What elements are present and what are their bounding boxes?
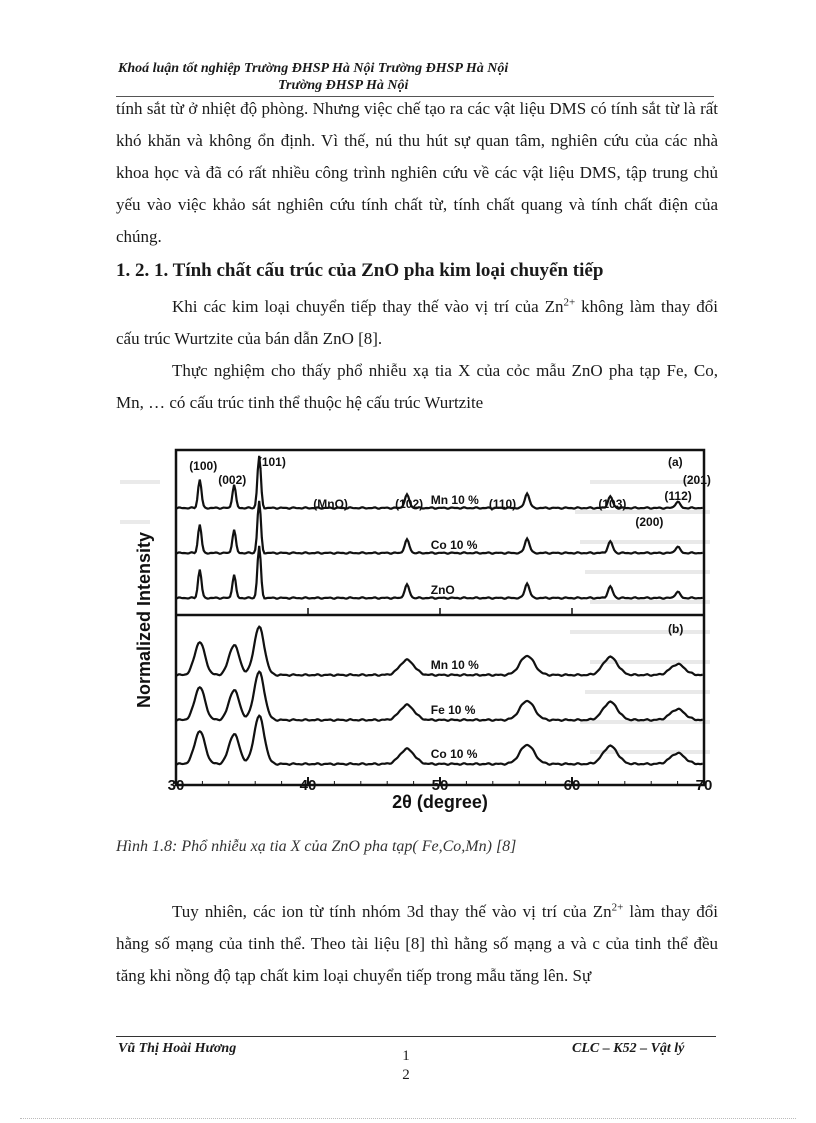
paragraph-3-text: Thực nghiệm cho thấy phổ nhiễu xạ tia X của cỏc mẫu ZnO pha tạp Fe, Co, Mn, … có cấu trúc tinh thể thuộc hệ cấu trúc Wurtzite [116, 361, 718, 412]
page-header [118, 60, 718, 94]
section-heading: 1. 2. 1. Tính chất cấu trúc của ZnO pha kim loại chuyển tiếp [116, 260, 604, 281]
paragraph-4-text-a: Tuy nhiên, các ion từ tính nhóm 3d thay thế vào vị trí của Zn [172, 902, 612, 921]
peak-label: (MnO) [313, 497, 348, 511]
footer-author: Vũ Thị Hoài Hương [118, 1041, 237, 1056]
series-label-b: Mn 10 % [430, 658, 479, 672]
peak-label: (110) [488, 497, 517, 511]
peak-label: (100) [189, 459, 218, 473]
x-tick-label: 70 [695, 777, 713, 794]
paragraph-2-superscript: 2+ [563, 296, 576, 309]
series-label-b: Fe 10 % [430, 703, 476, 717]
peak-label: (101) [257, 455, 286, 469]
paragraph-1-text: tính sắt từ ở nhiệt độ phòng. Nhưng việc chế tạo ra các vật liệu DMS có tính sắt từ là rất khó khăn và không ổn định. Vì thế, nú thu hút sự quan tâm, nghiên cứu của các nhà khoa học và đã có rất nhiều công trình nghiên cứu về các vật liệu DMS, tập trung chủ yếu vào việc khảo sát nghiên cứu tính chất từ, tính chất quang và tính chất điện của chúng. [116, 99, 718, 246]
x-axis-label: 2θ (degree) [392, 792, 488, 812]
paragraph-4-text-b: làm thay đổi hằng số mạng của tinh thể. Theo tài liệu [8] thì hằng số mạng a và c của tinh thể đều tăng khi nồng độ tạp chất kim loại chuyển tiếp trong mẫu tăng lên. Sự [116, 902, 718, 985]
header-line-2: Trường ĐHSP Hà Nội [278, 78, 409, 93]
panel-label-a: (a) [668, 455, 683, 469]
page-number-line-2: 2 [402, 1067, 410, 1083]
peak-label: (112) [664, 489, 692, 503]
peak-label: (200) [635, 515, 664, 529]
footer-course: CLC – K52 – Vật lý [572, 1041, 685, 1056]
x-tick-label: 50 [431, 777, 449, 794]
paragraph-4 [116, 896, 718, 992]
header-line-1: Khoá luận tốt nghiệp Trường ĐHSP Hà Nội Trường ĐHSP Hà Nội [118, 61, 509, 76]
x-tick-label: 30 [167, 777, 185, 794]
footer-rule [116, 1036, 716, 1037]
paragraph-2-text-a: Khi các kim loại chuyển tiếp thay thế vào vị trí của Zn [172, 297, 564, 316]
bottom-dotted-line [20, 1118, 796, 1119]
paragraph-3 [116, 355, 718, 419]
paragraph-4-superscript: 2+ [611, 901, 624, 914]
x-tick-label: 40 [299, 777, 317, 794]
peak-label: (002) [218, 473, 247, 487]
paragraph-2-text-b: không làm thay đổi cấu trúc Wurtzite của bán dẫn ZnO [8]. [116, 297, 718, 348]
page-number [386, 1047, 426, 1085]
series-label-a: ZnO [430, 583, 455, 597]
series-label-b: Co 10 % [430, 747, 478, 761]
panel-label-b: (b) [668, 622, 684, 636]
series-label-a: Mn 10 % [430, 493, 479, 507]
peak-label: (103) [598, 497, 627, 511]
xrd-figure [120, 440, 720, 830]
peak-label: (102) [395, 497, 424, 511]
paragraph-2 [116, 291, 718, 355]
xrd-chart [120, 440, 720, 830]
peak-label: (201) [682, 473, 711, 487]
figure-caption: Hình 1.8: Phổ nhiễu xạ tia X của ZnO pha tạp( Fe,Co,Mn) [8] [116, 838, 517, 855]
page-number-line-1: 1 [402, 1048, 410, 1064]
x-tick-label: 60 [563, 777, 581, 794]
series-label-a: Co 10 % [430, 538, 478, 552]
y-axis-label: Normalized Intensity [134, 531, 154, 709]
paragraph-1 [116, 93, 718, 253]
